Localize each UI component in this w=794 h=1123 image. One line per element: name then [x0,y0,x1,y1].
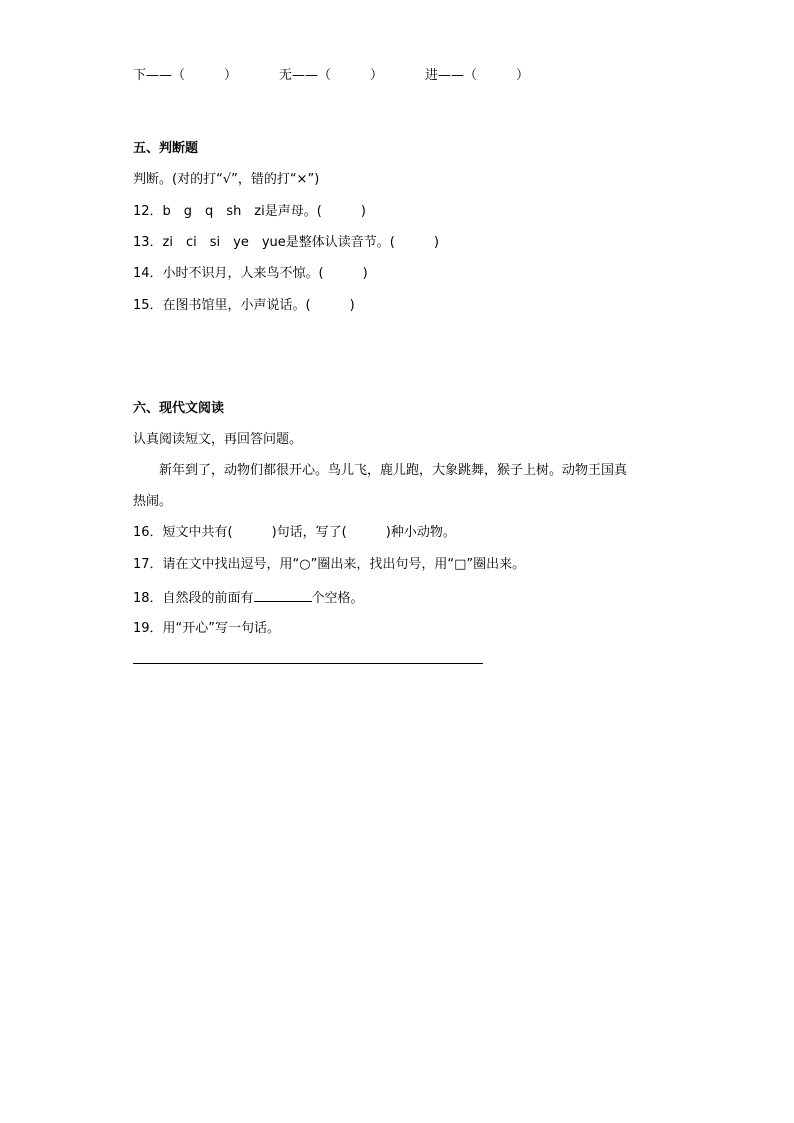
question-14: 14．小时不识月，人来鸟不惊。( ) [133,266,368,281]
section-instruction: 认真阅读短文，再回答问题。 [133,432,303,447]
question-13: 13．zi ci si ye yue是整体认读音节。( ) [133,235,439,250]
section-heading: 六、现代文阅读 [133,401,225,416]
question-17: 17．请在文中找出逗号，用“○”圈出来，找出句号，用“□”圈出来。 [133,557,526,572]
antonym-item: 进——（ ） [425,68,530,83]
question-18 [133,588,364,608]
passage-line: 热闹。 [133,494,173,509]
antonym-item: 无——（ ） [279,68,384,83]
answer-line[interactable] [133,663,483,664]
question-16: 16．短文中共有( )句话，写了( )种小动物。 [133,525,456,540]
section-heading: 五、判断题 [133,141,199,156]
question-15: 15．在图书馆里，小声说话。( ) [133,298,355,313]
question-12: 12．b g q sh zi是声母。( ) [133,204,366,219]
passage-line: 新年到了，动物们都很开心。鸟儿飞，鹿儿跑，大象跳舞，猴子上树。动物王国真 [159,463,628,478]
question-19: 19．用“开心”写一句话。 [133,621,281,636]
antonym-item: 下——（ ） [133,68,238,83]
fill-blank[interactable] [254,588,312,602]
section-instruction: 判断。(对的打“√”，错的打“×”) [133,172,320,187]
question-18-prefix: 18．自然段的前面有 [133,591,254,606]
question-18-suffix: 个空格。 [311,591,364,606]
